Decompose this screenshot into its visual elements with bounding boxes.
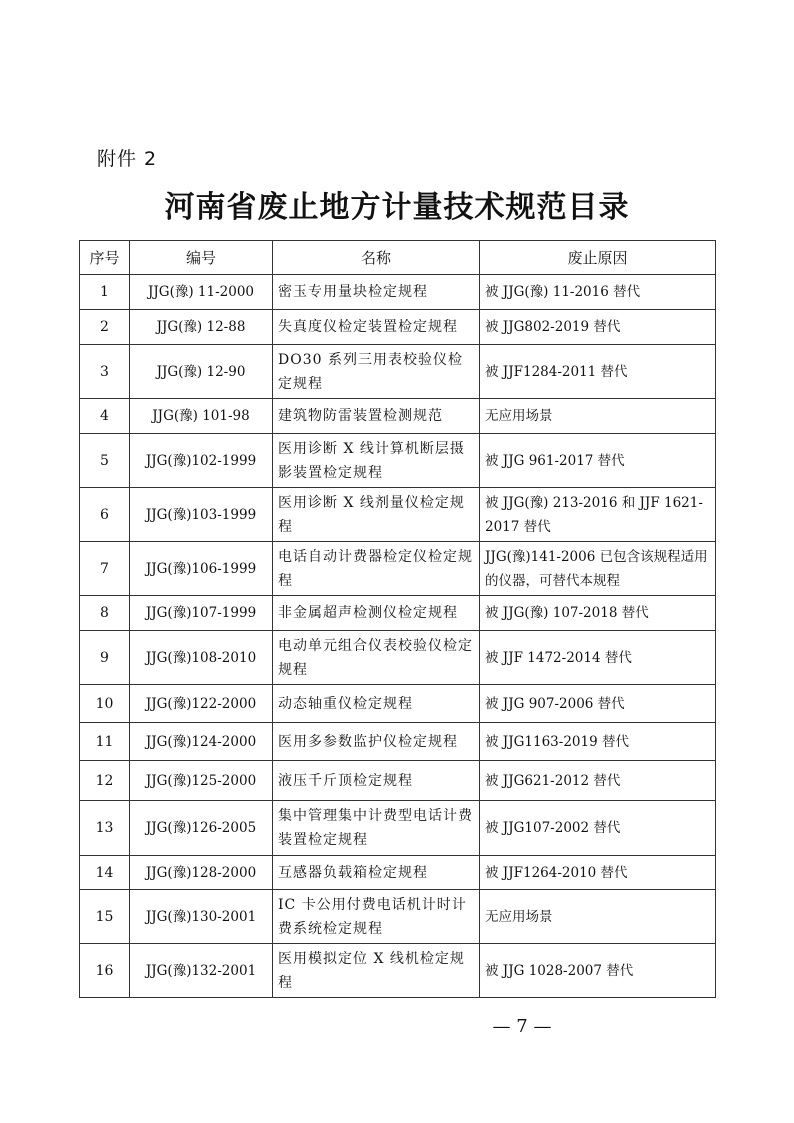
row-reason: 被 JJG1163-2019 替代 — [480, 723, 716, 761]
row-name: 医用诊断 X 线计算机断层摄影装置检定规程 — [273, 434, 480, 488]
row-index: 8 — [80, 596, 130, 631]
table-header-row — [80, 241, 716, 275]
row-code: JJG(豫) 101-98 — [130, 399, 273, 434]
row-code: JJG(豫)107-1999 — [130, 596, 273, 631]
table-row — [80, 399, 716, 434]
table-row — [80, 723, 716, 761]
row-index: 15 — [80, 890, 130, 944]
row-name: 医用多参数监护仪检定规程 — [273, 723, 480, 761]
row-index: 9 — [80, 631, 130, 685]
table-row — [80, 345, 716, 399]
header-index: 序号 — [80, 241, 130, 275]
row-index: 4 — [80, 399, 130, 434]
row-code: JJG(豫) 12-88 — [130, 310, 273, 345]
table-row — [80, 434, 716, 488]
page-number: — 7 — — [492, 1016, 552, 1037]
row-code: JJG(豫) 12-90 — [130, 345, 273, 399]
row-code: JJG(豫)130-2001 — [130, 890, 273, 944]
row-index: 2 — [80, 310, 130, 345]
row-name: 建筑物防雷装置检测规范 — [273, 399, 480, 434]
row-code: JJG(豫)122-2000 — [130, 685, 273, 723]
row-name: 动态轴重仪检定规程 — [273, 685, 480, 723]
row-name: 失真度仪检定装置检定规程 — [273, 310, 480, 345]
row-name: DO30 系列三用表校验仪检定规程 — [273, 345, 480, 399]
document-title: 河南省废止地方计量技术规范目录 — [164, 190, 630, 225]
row-code: JJG(豫)128-2000 — [130, 856, 273, 890]
row-name: 互感器负载箱检定规程 — [273, 856, 480, 890]
row-name: 非金属超声检测仪检定规程 — [273, 596, 480, 631]
row-code: JJG(豫)102-1999 — [130, 434, 273, 488]
row-code: JJG(豫)126-2005 — [130, 801, 273, 856]
table-row — [80, 275, 716, 310]
row-code: JJG(豫)124-2000 — [130, 723, 273, 761]
row-index: 14 — [80, 856, 130, 890]
table-row — [80, 310, 716, 345]
row-code: JJG(豫)106-1999 — [130, 542, 273, 596]
table-row — [80, 890, 716, 944]
row-name: 医用诊断 X 线剂量仪检定规程 — [273, 488, 480, 542]
row-reason: 被 JJG(豫) 11-2016 替代 — [480, 275, 716, 310]
row-reason: 被 JJG 961-2017 替代 — [480, 434, 716, 488]
row-reason: 被 JJG(豫) 213-2016 和 JJF 1621-2017 替代 — [480, 488, 716, 542]
row-reason: 被 JJF1284-2011 替代 — [480, 345, 716, 399]
row-index: 5 — [80, 434, 130, 488]
repealed-specifications-table — [79, 240, 716, 998]
header-reason: 废止原因 — [480, 241, 716, 275]
table-row — [80, 761, 716, 801]
row-name: 电动单元组合仪表校验仪检定规程 — [273, 631, 480, 685]
row-code: JJG(豫)108-2010 — [130, 631, 273, 685]
row-name: 集中管理集中计费型电话计费装置检定规程 — [273, 801, 480, 856]
header-code: 编号 — [130, 241, 273, 275]
row-index: 11 — [80, 723, 130, 761]
row-index: 12 — [80, 761, 130, 801]
row-name: 电话自动计费器检定仪检定规程 — [273, 542, 480, 596]
row-name: 医用模拟定位 X 线机检定规程 — [273, 944, 480, 998]
row-reason: 被 JJG107-2002 替代 — [480, 801, 716, 856]
table-row — [80, 542, 716, 596]
row-name: 密玉专用量块检定规程 — [273, 275, 480, 310]
row-index: 10 — [80, 685, 130, 723]
row-code: JJG(豫)103-1999 — [130, 488, 273, 542]
table-row — [80, 488, 716, 542]
row-name: 液压千斤顶检定规程 — [273, 761, 480, 801]
row-reason: JJG(豫)141-2006 已包含该规程适用的仪器，可替代本规程 — [480, 542, 716, 596]
row-index: 16 — [80, 944, 130, 998]
row-index: 1 — [80, 275, 130, 310]
row-reason: 被 JJG 907-2006 替代 — [480, 685, 716, 723]
table-row — [80, 801, 716, 856]
row-code: JJG(豫)125-2000 — [130, 761, 273, 801]
row-name: IC 卡公用付费电话机计时计费系统检定规程 — [273, 890, 480, 944]
table-row — [80, 856, 716, 890]
row-index: 3 — [80, 345, 130, 399]
row-reason: 被 JJG802-2019 替代 — [480, 310, 716, 345]
table-row — [80, 631, 716, 685]
table-row — [80, 944, 716, 998]
row-reason: 被 JJG(豫) 107-2018 替代 — [480, 596, 716, 631]
row-reason: 无应用场景 — [480, 399, 716, 434]
row-index: 7 — [80, 542, 130, 596]
table-row — [80, 685, 716, 723]
row-index: 6 — [80, 488, 130, 542]
row-code: JJG(豫) 11-2000 — [130, 275, 273, 310]
row-code: JJG(豫)132-2001 — [130, 944, 273, 998]
row-index: 13 — [80, 801, 130, 856]
row-reason: 无应用场景 — [480, 890, 716, 944]
row-reason: 被 JJG 1028-2007 替代 — [480, 944, 716, 998]
table-row — [80, 596, 716, 631]
header-name: 名称 — [273, 241, 480, 275]
row-reason: 被 JJF1264-2010 替代 — [480, 856, 716, 890]
attachment-label: 附件 2 — [97, 148, 158, 170]
row-reason: 被 JJG621-2012 替代 — [480, 761, 716, 801]
row-reason: 被 JJF 1472-2014 替代 — [480, 631, 716, 685]
